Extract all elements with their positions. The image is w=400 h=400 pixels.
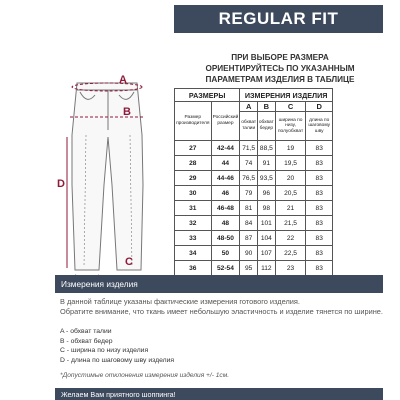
table-cell: 84	[240, 216, 258, 231]
table-row	[175, 141, 333, 156]
table-cell: 44-46	[211, 171, 240, 186]
table-cell: 22	[275, 231, 306, 246]
legend-item: C - ширина по низу изделия	[60, 347, 149, 354]
table-cell: 90	[240, 246, 258, 261]
table-cell: 91	[257, 156, 275, 171]
table-cell: 83	[306, 171, 333, 186]
sizes-header: РАЗМЕРЫ	[175, 89, 240, 102]
measure-section-header	[55, 275, 383, 293]
table-row	[175, 171, 333, 186]
table-cell: 28	[175, 156, 212, 171]
table-cell: 21,5	[275, 216, 306, 231]
table-cell: 48	[211, 216, 240, 231]
label-b: B	[123, 106, 131, 118]
intro-text	[190, 52, 370, 85]
intro-line: ОРИЕНТИРУЙТЕСЬ ПО УКАЗАННЫМ	[205, 64, 355, 73]
table-cell: 74	[240, 156, 258, 171]
col-letter-d: D	[306, 102, 333, 112]
table-cell: 20,5	[275, 186, 306, 201]
table-cell: 98	[257, 201, 275, 216]
table-cell: 79	[240, 186, 258, 201]
col-c-label: ширина по низу, полуобхват	[275, 112, 306, 141]
fit-banner	[174, 5, 383, 33]
table-cell: 107	[257, 246, 275, 261]
label-c: C	[125, 256, 133, 268]
intro-line: ПАРАМЕТРАМ ИЗДЕЛИЯ В ТАБЛИЦЕ	[205, 75, 355, 84]
measure-legend	[60, 327, 174, 365]
table-cell: 83	[306, 156, 333, 171]
size-rows	[175, 141, 333, 276]
table-cell: 33	[175, 231, 212, 246]
footer-text: Желаем Вам приятного шоппинга!	[61, 389, 176, 399]
table-cell: 83	[306, 261, 333, 276]
table-cell: 29	[175, 171, 212, 186]
col-letter-c: C	[275, 102, 306, 112]
table-cell: 104	[257, 231, 275, 246]
table-cell: 44	[211, 156, 240, 171]
measure-desc-2: Обратите внимание, что ткань имеет небольшую эластичность и изделие тянется по ширине.	[60, 307, 383, 316]
col-b-label: обхват бедер	[257, 112, 275, 141]
jeans-figure	[55, 75, 165, 280]
table-row	[175, 201, 333, 216]
table-cell: 93,5	[257, 171, 275, 186]
table-cell: 23	[275, 261, 306, 276]
jeans-outline	[72, 83, 143, 270]
table-row	[175, 246, 333, 261]
legend-item: B - обхват бедер	[60, 337, 113, 345]
table-cell: 83	[306, 141, 333, 156]
table-cell: 76,5	[240, 171, 258, 186]
fit-title: REGULAR FIT	[218, 9, 339, 28]
table-cell: 46	[211, 186, 240, 201]
col-d-label: длина по шаговому шву	[306, 112, 333, 141]
table-row	[175, 216, 333, 231]
table-cell: 101	[257, 216, 275, 231]
legend-item: D - длина по шаговому шву изделия	[60, 356, 175, 364]
legend-item: A - обхват талии	[60, 328, 112, 335]
col-letter-b: B	[257, 102, 275, 112]
tolerance-note: *Допустимые отклонения измерения изделия +/- 1см.	[60, 372, 230, 379]
col-letter-a: A	[240, 102, 258, 112]
table-cell: 83	[306, 216, 333, 231]
table-cell: 83	[306, 231, 333, 246]
table-row	[175, 186, 333, 201]
size-table	[174, 88, 333, 276]
measure-title: Измерения изделия	[61, 279, 138, 289]
table-cell: 83	[306, 246, 333, 261]
table-cell: 22,5	[275, 246, 306, 261]
table-cell: 87	[240, 231, 258, 246]
table-cell: 21	[275, 201, 306, 216]
table-row	[175, 231, 333, 246]
measures-header: ИЗМЕРЕНИЯ ИЗДЕЛИЯ	[240, 89, 333, 102]
col-ru-label: Российский размер	[211, 102, 240, 141]
measure-desc-1: В данной таблице указаны фактические измерения готового изделия.	[60, 297, 300, 306]
table-cell: 20	[275, 171, 306, 186]
table-cell: 83	[306, 186, 333, 201]
table-cell: 30	[175, 186, 212, 201]
col-a-label: обхват талии	[240, 112, 258, 141]
table-cell: 83	[306, 201, 333, 216]
table-cell: 46-48	[211, 201, 240, 216]
table-row	[175, 156, 333, 171]
table-cell: 50	[211, 246, 240, 261]
table-cell: 19,5	[275, 156, 306, 171]
table-cell: 112	[257, 261, 275, 276]
table-cell: 27	[175, 141, 212, 156]
intro-line: ПРИ ВЫБОРЕ РАЗМЕРА	[231, 53, 329, 62]
label-a: A	[119, 75, 127, 86]
table-row	[175, 261, 333, 276]
label-d: D	[57, 178, 65, 190]
table-cell: 42-44	[211, 141, 240, 156]
table-cell: 81	[240, 201, 258, 216]
table-cell: 95	[240, 261, 258, 276]
table-cell: 31	[175, 201, 212, 216]
table-cell: 71,5	[240, 141, 258, 156]
table-cell: 52-54	[211, 261, 240, 276]
table-cell: 34	[175, 246, 212, 261]
table-cell: 32	[175, 216, 212, 231]
table-cell: 96	[257, 186, 275, 201]
footer-banner	[55, 388, 383, 400]
table-cell: 19	[275, 141, 306, 156]
table-cell: 36	[175, 261, 212, 276]
col-size-label: Размер производителя	[175, 102, 212, 141]
table-cell: 48-50	[211, 231, 240, 246]
table-cell: 88,5	[257, 141, 275, 156]
